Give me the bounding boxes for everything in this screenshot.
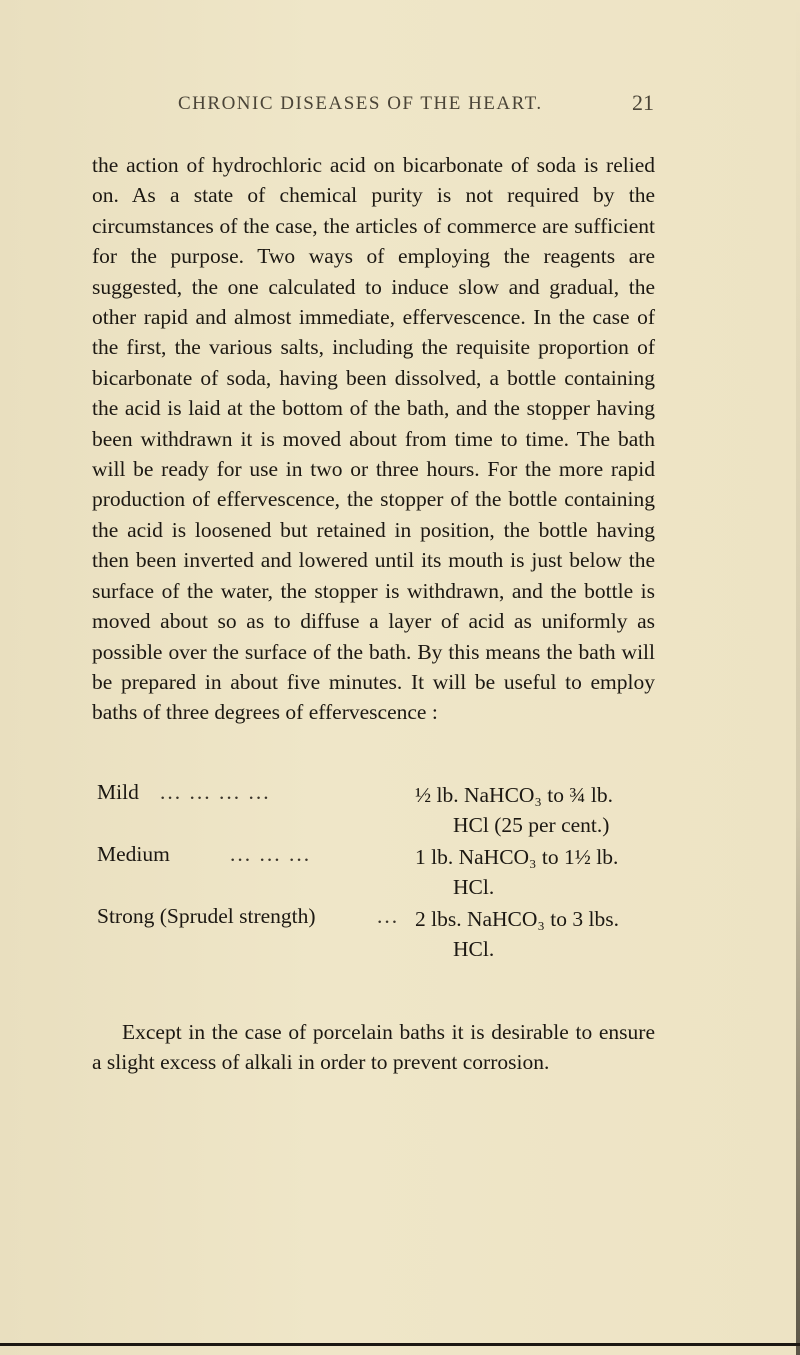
running-head-title: CHRONIC DISEASES OF THE HEART. bbox=[178, 93, 543, 114]
page-right-edge bbox=[796, 0, 800, 1355]
amount-continuation: HCl (25 per cent.) bbox=[453, 813, 610, 837]
amount-line: ½ lb. NaHCO₃ to ¾ lb. bbox=[415, 783, 614, 807]
amount-continuation: HCl. bbox=[453, 875, 495, 899]
row-label: Medium bbox=[97, 842, 170, 866]
row-label: Mild bbox=[97, 780, 139, 804]
amount-continuation: HCl. bbox=[453, 937, 495, 961]
amount-line: 1 lb. NaHCO₃ to 1½ lb. bbox=[415, 845, 619, 869]
dot-leader: ... ... ... ... bbox=[160, 780, 271, 804]
row-label: Strong (Sprudel strength) bbox=[97, 904, 316, 928]
amount-line: 2 lbs. NaHCO₃ to 3 lbs. bbox=[415, 907, 619, 931]
row-amount bbox=[415, 904, 667, 964]
row-amount bbox=[415, 780, 667, 840]
page-bottom-edge bbox=[0, 1343, 800, 1346]
body-paragraph: the action of hydrochloric acid on bicarbonate of soda is relied on. As a state of chemical purity is not required by the circumstances of the case, the articles of commerce are sufficient for the purpose. Two ways of employing the reagents are suggested, the one calculated to induce slow and gradual, the other rapid and almost immediate, effervescence. In the case of the first, the various salts, including the requisite proportion of bicarbonate of soda, having been dissolved, a bottle containing the acid is laid at the bottom of the bath, and the stopper having been withdrawn it is moved about from time to time. The bath will be ready for use in two or three hours. For the more rapid production of effervescence, the stopper of the bottle containing the acid is loosened but retained in position, the bottle having then been inverted and lowered until its mouth is just below the surface of the water, the stopper is withdrawn, and the bottle is moved about so as to diffuse a layer of acid as uniformly as possible over the surface of the bath. By this means the bath will be prepared in about five minutes. It will be useful to employ baths of three degrees of effervescence : bbox=[92, 153, 655, 725]
dot-leader: ... ... ... bbox=[230, 842, 312, 866]
page-number: 21 bbox=[632, 90, 654, 115]
dot-leader: ... bbox=[377, 904, 400, 928]
closing-paragraph: Except in the case of porcelain baths it is desirable to ensure a slight excess of alkali in order to prevent corrosion. bbox=[92, 1020, 655, 1075]
row-amount bbox=[415, 842, 667, 902]
